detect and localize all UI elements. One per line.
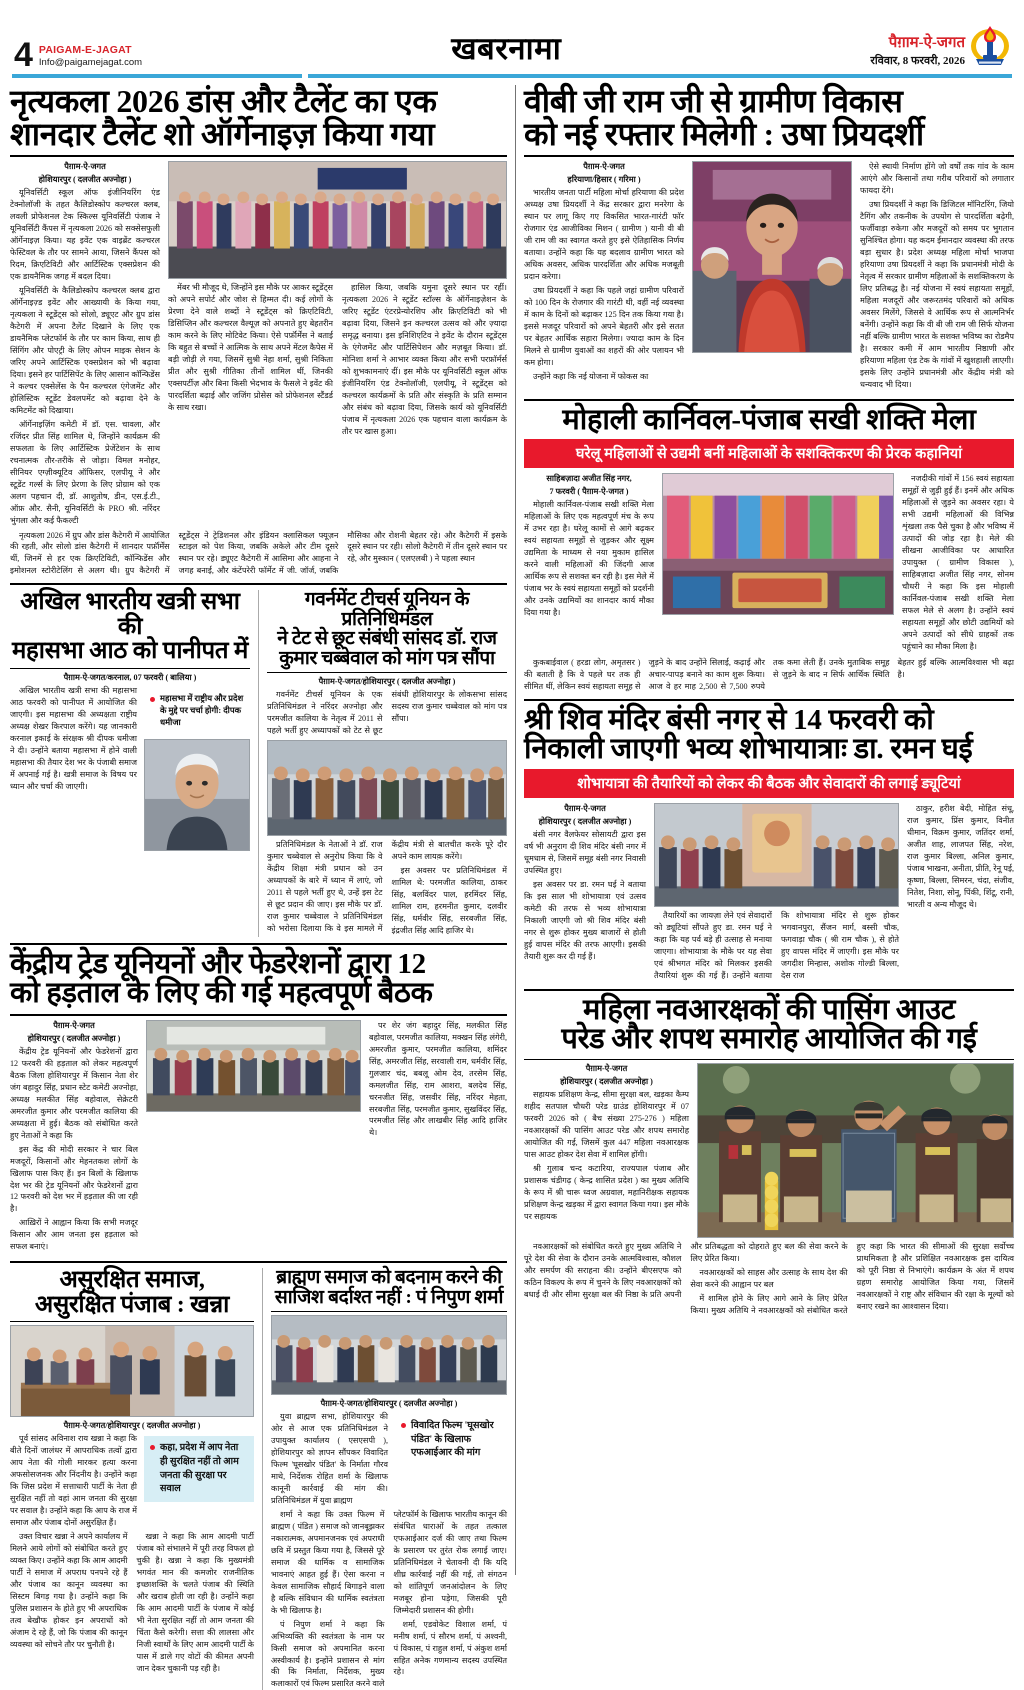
article-carnival xyxy=(524,403,1014,693)
divider xyxy=(10,1321,254,1322)
headline-nrityakala-line1: नृत्यकला 2026 डांस और टैलेंट का एक xyxy=(10,83,437,119)
byline: पैग़ाम-ऐ-जगत/करनाल, 07 फरवरी ( बालिया ) xyxy=(63,672,197,682)
page-number: 4 xyxy=(14,36,33,75)
callout-text: विवादित फिल्म 'घूसखोर पंडित' के खिलाफ एफआईआर की मांग xyxy=(411,1420,494,1459)
callout-khatri xyxy=(144,688,250,735)
byline-line2: होशियारपुर ( दलजीत अज्नोहा ) xyxy=(560,1076,653,1086)
divider xyxy=(271,1311,507,1312)
paragraph: तैयारियों का जायज़ा लेने एवं सेवादारों को ड्यूटियां सौंपते हुए डा. रमन घई ने कहा कि यह पर्व बड़े ही उत्साह से मनाया जाएगा। शोभायात्रा के मौके पर यह सेवा एवं श्रीभगत मंदिर को मिलकर इसकी तैयारियां शुरू की गई हैं। उन्होंने बताया कि शोभायात्रा मंदिर से शुरू होकर भगवानपुरा, सैंजन मार्ग, बस्सी चौक, फगवाड़ा चौक ( श्री राम चौक ), से होते हुए वापस मंदिर में जाएगी। इस मौके पर जगदीश मिन्हास, अशोक गोल्डी बिल्ला, देस राज xyxy=(654,910,899,980)
byline: पैग़ाम-ऐ-जगत/होशियारपुर ( दलजीत अज्नोहा ) xyxy=(63,1421,201,1431)
paragraph: पर शेर जंग बहादुर सिंह, मलकीत सिंह बहोवाल, परमजीत कालिया, मक्खन सिंह लंगेरी, अमरजीत कुमार, परमजीत कालिया, शमिंदर सिंह, अमरजीत सिंह, सरवाली राम, धर्मवीर सिंह, गुलजार चंद, बबलू ओम देव, तरसेम सिंह, कमलजीत सिंह, राम आशरा, बलदेव सिंह, चरनजीत सिंह, जसवीर सिंह, नरिंदर मेहता, सरबजीत सिंह, परमजीत कुमार, सुखविंदर सिंह, परमजीत सिंह और लाखबीर सिंह आदि हाजिर थे। xyxy=(369,1020,507,1138)
kicker-carnival: घरेलू महिलाओं से उद्यमी बनीं महिलाओं के सशक्तिकरण की प्रेरक कहानियां xyxy=(524,439,1014,468)
shiv-col1 xyxy=(524,803,646,983)
byline-line2: होशियारपुर ( दलजीत अज्नोहा ) xyxy=(38,175,132,185)
byline-line1: पैग़ाम-ऐ-जगत xyxy=(64,162,106,172)
shiv-photo-wrap xyxy=(654,803,899,983)
nrityakala-col1 xyxy=(10,161,160,528)
masthead-center xyxy=(142,27,870,70)
headline-shiv-line2: निकाली जाएगी भव्य शोभायात्राः डा. रमन घई xyxy=(524,733,973,766)
brand-name-hindi: पैग़ाम-ऐ-जगत xyxy=(888,34,965,51)
paragraph: युवा ब्राह्मण सभा, होशियारपुर की ओर से आज एक प्रतिनिधिमंडल ने उपायुक्त कार्यालय ( एसएसपी ), होशियारपुर को ज्ञापन सौंपकर विवादित फिल्म 'घूसखोर पंडित' के निर्माता गौरव माथे, निर्देशक रोहित शर्मा के खिलाफ कानूनी कार्रवाई की मांग की। प्रतिनिधिमंडल में युवा ब्राह्मण xyxy=(271,1412,388,1505)
paragraph: इस अवसर पर डा. रमन घई ने बताया कि इस साल भी शोभायात्रा एवं उत्सव कमेटी की तरफ से भव्य शोभायात्रा निकाली जाएगी जो श्री शिव मंदिर बंसी नगर से शुरू होकर मुख्य बाजारों से होती हुई वापस मंदिर की तरफ आएगी। इसकी तैयारी शुरू कर दी गई हैं। xyxy=(524,879,646,961)
byline-line1: पैग़ाम-ऐ-जगत xyxy=(564,803,606,813)
headline-brahmin-line2: साजिश बर्दाश्त नहीं : पं निपुण शर्मा xyxy=(274,1286,504,1308)
divider xyxy=(10,943,507,945)
paragraph: उषा प्रियदर्शी ने कहा कि पहले जहां ग्रामीण परिवारों को 100 दिन के रोजगार की गारंटी थी, वहीं नई व्यवस्था में काम के दिनों को बढ़ाकर 125 दिन तक किया गया है। इससे मजदूर परिवारों को अपने बेहतरी और इसे सतत पर बेहतर आर्थिक सहारा मिलेगा। ज्यादा काम के दिन मिलने से ग्रामीण युवाओं का शहरों की ओर पलायन भी कम होगा। xyxy=(524,286,684,367)
paragraph: शर्मा ने कहा कि उक्त फिल्म में ब्राह्मण ( पंडित ) समाज को जानबूझकर नकारात्मक, अपमानजनक एवं अपराधी छवि में प्रस्तुत किया गया है, जिससे पूरे समाज की धार्मिक व सामाजिक भावनाएं आहत हुई हैं। ऐसा करना न केवल सामाजिक सौहार्द बिगाड़ने वाला है बल्कि संविधान की धार्मिक स्वतंत्रता के भी खिलाफ है। xyxy=(271,1509,385,1615)
masthead-left xyxy=(14,36,143,75)
photo-shiv-mandir-meeting xyxy=(654,803,899,907)
divider xyxy=(10,668,250,669)
headline-teachers-line1: गवर्नमेंट टीचर्स यूनियन के प्रतिनिधिमंडल xyxy=(304,589,470,630)
paragraph: ऐसे स्थायी निर्माण होंगे जो वर्षों तक गांव के काम आएंगे और किसानों तथा गरीब परिवारों को लगातार फायदा देंगे। xyxy=(860,162,1014,196)
paper-email: Info@paigamejagat.com xyxy=(38,57,143,68)
divider xyxy=(262,1268,263,1690)
paragraph: इस केंद्र की मोदी सरकार ने चार बिल मजदूरों, किसानों और मेहनतकश लोगों के खिलाफ पास किए हैं। इन बिलों के खिलाफ देश भर की ट्रेड यूनियनों और फेडरेशनों द्वारा 12 फरवरी को देश भर में हड़ताल की जा रही है। xyxy=(10,1144,138,1214)
page-body xyxy=(10,83,1014,1689)
masthead xyxy=(10,8,1014,75)
paper-name-english: PAIGAM-E-JAGAT xyxy=(38,44,132,56)
paragraph: नवआरक्षकों को संबोधित करते हुए मुख्य अतिथि ने पूरे देश की सेवा के दौरान उनके आत्मविश्वास, कौशल और समर्पण की सराहना की। उन्होंने बीएसएफ को कठिन विकल्प के रूप में चुनने के लिए नवआरक्षकों को बधाई दी और सीमा सुरक्षा बल की निष्ठा के प्रति अपनी और प्रतिबद्धता को दोहराते हुए बल की सेवा करने के लिए प्रेरित किया। xyxy=(524,1241,848,1299)
bullet-dot-icon xyxy=(150,1445,155,1450)
headline-bsf-line1: महिला नवआरक्षकों की पासिंग आउट xyxy=(582,993,956,1026)
masthead-right xyxy=(870,24,1010,70)
torch-logo-icon xyxy=(970,24,1010,68)
kicker-shiv: शोभायात्रा की तैयारियों को लेकर की बैठक और सेवादारों की लगाई ड्यूटियां xyxy=(524,769,1014,798)
divider xyxy=(524,155,1014,157)
article-nrityakala xyxy=(10,85,507,577)
divider xyxy=(524,989,1014,991)
byline: पैग़ाम-ऐ-जगत/होशियारपुर ( दलजीत अज्नोहा ) xyxy=(318,676,456,686)
paragraph: नृत्यकला 2026 में ग्रुप और डांस कैटेगरी में आयोजित की रहती, और सोलो डांस कैटेगरी में शानदार पर्फ़ॉर्मेंस थीं, जिनमें से हर एक क्रिएटिविटी, कॉन्फिडेंस और इमोशनल स्टोरीटेलिंग से अलग थी। ग्रुप कैटेगरी में स्टूडेंट्स ने ट्रेडिशनल और इंडियन क्लासिकल फ्यूज़न स्टाइल को पेश किया, जबकि अकेले और टीम दूसरे स्थान पर रहे। ड्यूएट कैटेगरी में आसिमा और आहना ने जगह बनाई, और कंटेंपरेरी फॉर्मेट में जी. जॉर्ज, जबकि मौसिका और रोशनी बेहतर रहे। और कैटेगरी में इसके दूसरे स्थान पर रही। सोलो कैटेगरी में तीन दूसरे स्थान पर रहे, और मुस्कान ( एलएलबी ) ने पहला स्थान xyxy=(10,530,507,576)
divider xyxy=(10,583,507,585)
headline-trade-union-line1: केंद्रीय ट्रेड यूनियनों और फेडरेशनों द्वारा 12 xyxy=(10,947,426,980)
carnival-col1 xyxy=(524,473,654,655)
photo-khatri-portrait xyxy=(144,739,250,851)
byline-line2: हरियाणा/हिसार ( गरिमा ) xyxy=(567,175,641,185)
paragraph: नवआरक्षकों को साहस और उत्साह के साथ देश की सेवा करने की आह्वान पर बल xyxy=(690,1267,848,1289)
article-brahmin xyxy=(271,1268,507,1690)
paragraph: कुकबाईवाल ( हरडा लोग, अमृतसर ) की बताती है कि वे पहले घर तक ही सीमित थीं, लेकिन स्वयं सहायता समूह से जुड़ने के बाद उन्होंने सिलाई, कढ़ाई और अचार-पापड़ बनाने का काम शुरू किया। आज वे हर माह 2,500 से 7,500 रुपये तक कमा लेती हैं। उनके मुताबिक समूह से जुड़ने के बाद न सिर्फ आर्थिक स्थिति बेहतर हुई बल्कि आत्मविश्वास भी बढ़ा है। xyxy=(524,657,1014,691)
headline-khanna-line2: असुरक्षित पंजाब : खन्ना xyxy=(34,1291,230,1318)
paragraph: में शामिल होने के लिए आगे आने के लिए प्रेरित किया। मुख्य अतिथि ने नवआरक्षकों को संबोधित करते हुए कहा कि भारत की सीमाओं की सुरक्षा सर्वोच्च प्राथमिकता है और प्रशिक्षित नवआरक्षक इस दायित्व को पूरी निष्ठा से निभाएंगे। कार्यक्रम के अंत में शपथ ग्रहण समारोह आयोजित किया गया, जिसमें नवआरक्षकों ने राष्ट्र और संविधान की रक्षा के मूल्यों को बनाए रखने का आश्वासन दिया। xyxy=(690,1241,1014,1315)
row-khatri-teachers xyxy=(10,590,507,936)
photo-teachers-delegation xyxy=(267,740,507,836)
bsf-col1 xyxy=(524,1063,689,1238)
issue-date: रविवार, 8 फरवरी, 2026 xyxy=(870,55,965,67)
right-column xyxy=(524,85,1014,1575)
divider xyxy=(10,155,507,157)
divider xyxy=(524,699,1014,701)
paragraph: ठाकुर, हरीश बेदी, मोहित संधू, राज कुमार, प्रिंस कुमार, विनीत धीमान, विक्रम कुमार, जतिंदर शर्मा, अजीत शाह, लाजपत सिंह, नरेश, राज कुमार बिल्ला, अनिल कुमार, पंजाब भाखना, अनीता, प्रीति, रेनू पई, कृष्णा, बिल्ला, सिमरन, चंदा, संजीव, नितेश, निशा, सोनू, पिंकी, शिंटू, रानी, भारती व अन्य मौजूद थे। xyxy=(907,803,1014,909)
callout-text: महासभा में राष्ट्रीय और प्रदेश के मुद्दे पर चर्चा होगी: दीपक धमीजा xyxy=(160,693,244,727)
paragraph: यूनिवर्सिटी स्कूल ऑफ इंजीनियरिंग एंड टेक्नोलॉजी के तहत कैलिडोस्कोप कल्चरल क्लब, लवली प्रोफेशनल टेक स्किल्स यूनिवर्सिटी पंजाब ने यूनिवर्सिटी कैंपस में नृत्यकला 2026 को सक्सेसफुली ऑर्गेनाइज़ किया। यह इवेंट एक वाइब्रेंट कल्चरल फेस्टिवल के तौर पर सामने आया, जिसने कैंपस को रिदम, क्रिएटिविटी और आर्टिस्टिक एक्सप्रेशन की एक डायनैमिक जगह में बदल दिया। xyxy=(10,188,160,282)
paragraph: केंद्रीय ट्रेड यूनियनों और फेडरेशनों द्वारा 12 फरवरी की हड़ताल को लेकर महत्वपूर्ण बैठक जिला होशियारपुर में किसान नेता शेर जंग बहादुर सिंह, प्रधान स्टेट कमेटी अज्नोहा, अध्यक्ष मलकीत सिंह बहोवाल, सेक्रेटरी अमरजीत कुमार और परमजीत कालिया की अध्यक्षता में हुई। बैठक को संबोधित करते हुए नेताओं ने कहा कि xyxy=(10,1046,138,1140)
photo-brahmin-delegation xyxy=(271,1315,507,1395)
byline-line1: साहिबज़ादा अजीत सिंह नगर, xyxy=(546,474,632,484)
article-bsf xyxy=(524,993,1014,1575)
divider xyxy=(267,672,507,673)
article-trade-union xyxy=(10,947,507,1256)
paragraph: ऑर्गेनाइज़िंग कमेटी में डॉ. एस. चावला, और रजिंदर प्रीत सिंह शामिल थे, जिन्होंने कार्यक्रम की सफलता के लिए आर्टिस्टिक प्रेजेंटेशन के साथ रचनात्मक तौर-तरीके से जोड़ा। विमल मनोहर, सीनियर एग्ज़ीक्यूटिव ऑफिसर, एलपीयू ने और स्टूडेंट गर्ल्स के लिए प्रेरणा के लिए प्रोग्राम को एक अलग पहचान दी, डॉ. आशुतोष, डीन, एस.ई.टी., ऑफ़ और. सैनी, यूनिवर्सिटी के PRO श्री. नरिंदर भुंगला और कई फैकल्टी xyxy=(10,419,160,525)
headline-brahmin-line1: ब्राह्मण समाज को बदनाम करने की xyxy=(276,1267,502,1289)
divider xyxy=(10,1261,507,1263)
bullet-dot-icon xyxy=(150,697,155,702)
article-usha xyxy=(524,85,1014,393)
headline-carnival: मोहाली कार्निवल-पंजाब सखी शक्ति मेला xyxy=(562,403,976,436)
usha-photo-wrap xyxy=(692,161,852,392)
bullet-dot-icon xyxy=(401,1423,406,1428)
byline-line2: होशियारपुर ( दलजीत अज्नोहा ) xyxy=(538,816,632,826)
headline-teachers-line2: ने टेट से छूट संबंधी सांसद डॉ. राज xyxy=(277,628,497,650)
byline-line1: पैग़ाम-ऐ-जगत xyxy=(53,1020,95,1030)
callout-khanna xyxy=(144,1436,254,1501)
paragraph: पं निपुण शर्मा ने कहा कि अभिव्यक्ति की स्वतंत्रता के नाम पर किसी समाज को अपमानित करना अस्वीकार्य है। इन्होंने प्रशासन से मांग की कि निर्माता, निर्देशक, मुख्य कलाकारों एवं फिल्म प्रसारित करने वाले प्लेटफॉर्म के खिलाफ भारतीय कानून की संबंधित धाराओं के तहत तत्काल एफआईआर दर्ज की जाए तथा फिल्म के प्रसारण पर तुरंत रोक लगाई जाए। प्रतिनिधिमंडल ने चेतावनी दी कि यदि शीघ्र कार्रवाई नहीं की गई, तो संगठन को शांतिपूर्ण जनआंदोलन के लिए मजबूर होना पड़ेगा, जिसकी पूरी जिम्मेदारी प्रशासन की होगी। xyxy=(271,1509,507,1689)
byline-line1: पैग़ाम-ऐ-जगत xyxy=(585,1063,628,1073)
headline-usha-line1: वीबी जी राम जी से ग्रामीण विकास xyxy=(524,83,903,119)
trade-union-col3 xyxy=(369,1020,507,1256)
divider xyxy=(524,1059,1014,1060)
byline-line1: पैग़ाम-ऐ-जगत xyxy=(583,162,625,172)
paragraph: बंसी नगर वैलफेयर सोसायटी द्वारा इस वर्ष भी अनुराग दी शिव मंदिर बंसी नगर में धूमधाम से, जिसमें समूह बंसी नगर निवासी उपस्थित हुए। xyxy=(524,829,646,875)
article-shiv-mandir xyxy=(524,703,1014,983)
headline-khanna-line1: असुरक्षित समाज, xyxy=(59,1267,205,1294)
photo-nrityakala-group xyxy=(168,161,507,279)
paragraph: उक्त विचार खन्ना ने अपने कार्यालय में मिलने आये लोगों को संबोधित करते हुए व्यक्त किए। उन्होंने कहा कि आम आदमी पार्टी ने समाज में अपराध पनपने रहे हैं और पंजाब का कानून व्यवस्था का सिस्टम बिगड़ गया है। उन्होंने कहा कि पुलिस प्रशासन के होते हुए भी अपराधिक तत्व बेखौफ होकर इन अपराधों को अंजाम दे रहे हैं, जो कि पंजाब की कानून व्यवस्था को सोचने तौर पर चुनौती है। xyxy=(10,1532,128,1649)
nrityakala-col2 xyxy=(168,161,507,528)
paragraph: गवर्नमेंट टीचर्स यूनियन के एक प्रतिनिधिमंडल ने नरिंदर अज्नोहा और परमजीत कालिया के नेतृत्व में 2011 से पहले भर्ती हुए अध्यापकों को टेट से छूट संबंधी होशियारपुर के लोकसभा सांसद सदस्य राज कुमार चब्बेवाल को मांग पत्र सौंपा। xyxy=(267,689,507,735)
headline-usha-line2: को नई रफ्तार मिलेगी : उषा प्रियदर्शी xyxy=(524,115,924,152)
paragraph: खन्ना ने कहा कि आम आदमी पार्टी पंजाब को संभालने में पूरी तरह विफल हो चुकी है। खन्ना ने कहा कि मुख्यमंत्री भगवंत मान की कमजोर राजनीतिक इच्छाशक्ति के चलते पंजाब की स्थिति और खराब होती जा रही है। उन्होंने कहा कि आम आदमी पार्टी के पंजाब में कोई भी नेता सुरक्षित नहीं तो आम जनता की चिंता कैसे करेगी। सत्ता की लालसा और निजी स्वार्थों के लिए आम आदमी पार्टी के पास में डाले गए वोटों की कीमत अपनी जान देकर चुकानी पड़ रही है। xyxy=(136,1532,254,1673)
paragraph: उषा प्रियदर्शी ने कहा कि डिजिटल मॉनिटरिंग, जियो टैगिंग और तकनीक के उपयोग से पारदर्शिता बढ़ेगी, फर्जीवाड़ा रुकेगा और मजदूरों को समय पर भुगतान सुनिश्चित होगा। यह कदम ईमानदार व्यवस्था की तरफ बड़ा सुधार है। प्रदेश अध्यक्ष महिला मोर्चा भाजपा हरियाणा उषा प्रियदर्शी ने कहा कि प्रधानमंत्री मोदी के नेतृत्व में सरकार ग्रामीण महिलाओं के सशक्तिकरण के लिए प्रतिबद्ध है। नई योजना में स्वयं सहायता समूहों, महिला मजदूरों और जरूरतमंद परिवारों को अधिक अवसर मिलेंगे, जिससे वे आर्थिक रूप से आत्मनिर्भर बनेंगी। उन्होंने कहा कि वी बी जी राम जी सिर्फ योजना नहीं बल्कि ग्रामीण भारत के सशक्त भविष्य का रोडमैप है। सरकार कमी में आम भारतीय निष्ठाणी और हरियाणा महिला एंड टेक के गांवों में खुशहाली लाएगी। इसके लिए उन्होंने प्रधानमंत्री और केंद्रीय मंत्री को धन्यवाद भी दिया। xyxy=(860,200,1014,389)
column-divider xyxy=(515,85,516,1575)
section-title: खबरनामा xyxy=(451,31,562,66)
paragraph: सहायक प्रशिक्षण केन्द्र, सीमा सुरक्षा बल, खड़का कैम्प शहीद सतपाल चौधरी परेड ग्राउंड होशियारपुर में 07 फरवरी 2026 को ( बैच संख्या 275-276 ) महिला नवआरक्षकों की पासिंग आउट परेड और शपथ समारोह आयोजित की गई, जिसमें कुल 447 महिला नवआरक्षक पास आउट होकर देश सेवा में शामिल होंगी। xyxy=(524,1089,689,1159)
divider xyxy=(524,399,1014,401)
headline-shiv-line1: श्री शिव मंदिर बंसी नगर से 14 फरवरी को xyxy=(524,703,934,736)
photo-trade-union-meeting xyxy=(146,1020,361,1112)
divider xyxy=(258,590,259,936)
usha-col3 xyxy=(860,161,1014,392)
paragraph: पूर्व सांसद अविनाश राय खन्ना ने कहा कि बीते दिनों जालंधर में आपराधिक तत्वों द्वारा आप नेता की गोली मारकर हत्या करना अफसोसजनक और निंदनीय है। उन्होंने कहा कि जिस प्रदेश में सत्ताधारी पार्टी के नेता ही सुरक्षित नहीं तो वहां आम जनता की सुरक्षा पर सवाल है। उन्होंने कहा कि आप के राज में समाज और पंजाब दोनों असुरक्षित हैं। xyxy=(10,1434,137,1528)
article-khanna xyxy=(10,1268,254,1690)
trade-union-col1 xyxy=(10,1020,138,1256)
byline-line2: 7 फरवरी ( पैग़ाम-ऐ-जगत ) xyxy=(549,487,629,497)
photo-carnival-stall xyxy=(662,473,894,615)
row-khanna-brahmin xyxy=(10,1268,507,1690)
photo-bsf-parade xyxy=(697,1063,1014,1238)
photo-usha-priyadarshi xyxy=(692,161,852,353)
paragraph: शर्मा, एडवोकेट विशाल शर्मा, पं मनीष शर्मा, पं सौरभ शर्मा, पं अश्वनी, पं विकास, पं राहुल शर्मा, पं अंकुश शर्मा सहित अनेक गणमान्य सदस्य उपस्थित रहे। xyxy=(393,1619,507,1677)
masthead-rule xyxy=(12,74,1012,78)
bsf-photo-wrap xyxy=(697,1063,1014,1238)
article-teachers xyxy=(267,590,507,936)
headline-trade-union-line2: को हड़ताल के लिए की गई महत्वपूर्ण बैठक xyxy=(10,977,433,1010)
paragraph: अखिल भारतीय खत्री सभा की महासभा आठ फरवरी को पानीपत में आयोजित की जाएगी। इस महासभा की अध्यक्षता राष्ट्रीय अध्यक्ष शेखर किरपाल करेंगे। यह जानकारी करनाल इकाई के संरक्षक श्री दीपक धमीजा ने दी। उन्होंने बताया महासभा में होने वाली महासभा की तैयार देश भर के पंजाबी समाज में अपनाई गई है। खत्री समाज के विषय पर ध्यान और चर्चा की जाएगी। xyxy=(10,685,137,791)
paragraph: उन्होंने कहा कि नई योजना में फोकस का xyxy=(533,371,649,381)
divider xyxy=(10,1014,507,1016)
paragraph: नजदीकी गांवों में 156 स्वयं सहायता समूहों से जुड़ी हुई हैं। इनमें और अधिक महिलाओं से जुड़ने का अवसर रहा। ये सभी उद्यमी महिलाओं की विभिन्न शृंखला तक पैसे चुका है और भविष्य में उत्पादों की जोड़ रहा है। मेले की सीखना आजीविका पर आधारित उपायुक्त ( ग्रामीण विकास ), साहिबज़ादा अजीत सिंह नगर, सोनम चौधरी ने कहा कि इस मोहाली कार्निवल-पंजाब सखी शक्ति मेला सफल मेले से अलग है। उन्होंने स्वयं सहायता समूहों और छोटी उद्यमियों को अपने उत्पादों को सीधे ग्राहकों तक पहुंचाने का मौका मिला है। xyxy=(902,474,1014,651)
headline-teachers-line3: कुमार चब्बेवाल को मांग पत्र सौंपा xyxy=(279,647,495,669)
paragraph: यूनिवर्सिटी के कैलिडोस्कोप कल्चरल क्लब द्वारा ऑर्गेनाइज़्ड इवेंट और आख्यायी के किया गया, नृत्यकला ने स्टूडेंट्स को सोलो, ड्यूएट और ग्रुप डांस कैटेगरी में अपना टैलेंट दिखाने के लिए एक डायनैमिक प्लेटफॉर्म के तौर पर काम किया, साथ ही सिंगिंग और पोएट्री के लिए ओपन माइक सेशन के जरिए अपने आर्टिस्टिक एक्सप्रेशन को भी बढ़ावा दिया। इसने हर पार्टिसिपेंट के लिए आसान कॉन्फिडेंस ने कल्चर एक्सेलेंस के पैन कल्चरल एंगेजमेंट और होलिस्टिक स्टूडेंट डेवलपमेंट को बढ़ावा देने के कमिटमेंट को दिखाया। xyxy=(10,286,160,415)
carnival-photo-wrap xyxy=(662,473,894,655)
paragraph: प्रतिनिधिमंडल के नेताओं ने डॉ. राज कुमार चब्बेवाल से अनुरोध किया कि वे केंद्रीय शिक्षा मंत्री प्रधान को उन अध्यापकों के बारे में ध्यान में लाएं, जो 2011 से पहले भर्ती हुए थे, उन्हें इस टेट से छूट प्रदान की जाए। इस मौके पर डॉ. राज कुमार चब्बेवाल ने प्रतिनिधिमंडल को भरोसा दिलाया कि वे इस मामले में केंद्रीय मंत्री से बातचीत करके पूरे दौर अपने काम लायक़ करेंगे। xyxy=(267,839,507,933)
headline-khatri-line2: महासभा आठ को पानीपत में xyxy=(12,638,248,665)
headline-khatri-line1: अखिल भारतीय खत्री सभा की xyxy=(20,589,240,640)
paragraph: भारतीय जनता पार्टी महिला मोर्चा हरियाणा की प्रदेश अध्यक्ष उषा प्रियदर्शी ने केंद्र सरकार द्वारा मनरेगा के स्थान पर लागू किए गए विकसित भारत-गारंटी फॉर रोजगार एंड आजीविका मिशन ( ग्रामीण ) यानी वी बी जी राम जी का स्वागत करते हुए इसे ऐतिहासिक निर्णय बताया। उन्होंने कहा कि यह बदलाव ग्रामीण भारत को अधिक अवसर, अधिक पारदर्शिता और अधिक मजबूती प्रदान करेगा। xyxy=(524,188,684,282)
paragraph: हासिल किया, जबकि यमुना दूसरे स्थान पर रहीं। नृत्यकला 2026 ने स्टूडेंट स्टॉल्स के ऑर्गेनाइज़ेशन के जरिए स्टूडेंट एंटरप्रेन्योरशिप और क्रिएटिविटी को भी बढ़ावा दिया, जिसने इन कल्चरल उत्सव को और ज़्यादा समृद्ध बनाया। इस इनिशिएटिव ने इवेंट के दौरान स्टूडेंट्स के एंगेजमेंट और पार्टिसिपेशन और मज़बूत किया। डॉ. मोनिशा शर्मा ने आभार व्यक्त किया और सभी परफ़ॉर्मर्स को शुभकामनाएं दीं। इस मौके पर यूनिवर्सिटी स्कूल ऑफ इंजीनियरिंग एंड टेक्नोलॉजी, एलपीयू, ने स्टूडेंट्स को कल्चरल कार्यक्रमों के प्रति और संस्कृति के प्रति सम्मान और संबंध को बढ़ावा दिया, जिसके कार्य को यूनिवर्सिटी पंजाब में नृत्यकला 2026 एक पहचान वाला कार्यक्रम के तौर पर खास हुआ। xyxy=(342,283,507,436)
headline-bsf-line2: परेड और शपथ समारोह आयोजित की गई xyxy=(561,1023,977,1056)
photo-khanna-office xyxy=(10,1325,254,1417)
shiv-col3 xyxy=(907,803,1014,983)
trade-union-photo-wrap xyxy=(146,1020,361,1256)
article-khatri xyxy=(10,590,250,936)
paragraph: मेंबर भी मौजूद थे, जिन्होंने इस मौके पर आकर स्टूडेंट्स को अपने सपोर्ट और जोश से हिम्मत दी। कई लोगों के प्रेरणा देने वाले शब्दों ने स्टूडेंट्स को क्रिएटिविटी, डिसिप्लिन और कल्चरल वैल्यूज़ को अपनाते हुए बेहतरीन काम करने के लिए मोटिवेट किया। ऐसे पर्फ़ॉर्मेंस ने बताई कि बहुत से बच्चों ने आत्मिक के साथ अपने मेंटल कैपेस में बड़ी जोड़ी ले गया, जिसमें सुश्री नेहा शर्मा, सुश्री निकिता प्रीत और सुश्री गीतिका तीनों शामिल थीं, जिनकी एक्सपर्टीज़ और बिना किसी भेदभाव के फैसले ने इवेंट की पारदर्शिता बढ़ाई और जजिंग प्रोसेस को प्रोफेशनल स्टैंडर्ड के साथ रखा। xyxy=(168,283,333,412)
left-column xyxy=(10,83,507,1689)
byline-line2: होशियारपुर ( दलजीत अज्नोहा ) xyxy=(27,1033,121,1043)
callout-brahmin xyxy=(395,1414,507,1466)
paragraph: आख़िरों ने आह्वान किया कि सभी मजदूर किसान और आम जनता इस हड़ताल को सफल बनाएं। xyxy=(10,1218,138,1252)
headline-nrityakala-line2: शानदार टैलेंट शो ऑर्गेनाइज़ किया गया xyxy=(10,115,435,152)
usha-col1 xyxy=(524,161,684,392)
carnival-col3 xyxy=(902,473,1014,655)
paragraph: श्री गुलाब चन्द कटारिया, राज्यपाल पंजाब और प्रशासक चंडीगढ़ ( केन्द्र शासित प्रदेश ) का मुख्य अतिथि के रूप में श्री चारू ध्वज अग्रवाल, महानिरीक्षक सहायक प्रशिक्षण केन्द्र खड़का में द्वारा स्वागत किया गया। इस मौके पर सहायक xyxy=(524,1163,689,1221)
callout-text: कहा, प्रदेश में आप नेता ही सुरक्षित नहीं तो आम जनता की सुरक्षा पर सवाल xyxy=(160,1442,239,1495)
paragraph: मोहाली कार्निवल-पंजाब सखी शक्ति मेला महिलाओं के लिए एक महत्वपूर्ण मंच के रूप में उभर रहा है। घरेलू कामों से आगे बढ़कर स्वयं सहायता समूहों से जुड़कर और सूक्ष्म उद्यमिता के माध्यम से नया मुकाम हासिल करने वाली महिलाओं की जिंदगी आज आर्थिक रूप से सशक्त बन रही है। इस मेले में पंजाब भर के स्वयं सहायता समूहों को प्रदर्शनी और उनके उद्यमियों का शानदार कार्य मौका दिया गया है। xyxy=(524,500,654,618)
byline: पैग़ाम-ऐ-जगत/होशियारपुर ( दलजीत अज्नोहा ) xyxy=(320,1399,458,1409)
paragraph: इस अवसर पर प्रतिनिधिमंडल में शामिल थे: परमजीत कालिया, ठाकर सिंह, बलविंदर पाल, हरमिंदर सिंह, शामिल राम, हरमनीत कुमार, दलवीर सिंह, धर्मवीर सिंह, सरबजीत सिंह, इंद्रजीत सिंह आदि हाजिर थे। xyxy=(391,865,507,935)
